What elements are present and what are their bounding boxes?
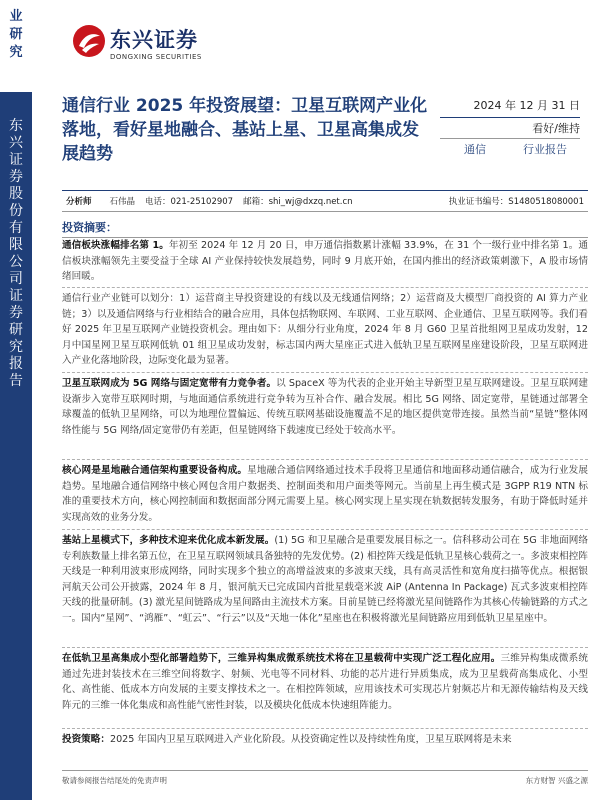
paragraph-1-lead: 通信板块涨幅排名第 1。 xyxy=(62,240,169,251)
report-meta xyxy=(440,97,580,157)
paragraph-4-lead: 核心网是星地融合通信架构重要设备构成。 xyxy=(62,465,248,476)
paragraph-5 xyxy=(62,533,588,627)
sidebar-tab-area xyxy=(0,0,32,88)
page-footer xyxy=(62,770,588,786)
left-sidebar xyxy=(0,0,32,800)
divider xyxy=(62,647,588,648)
paragraph-3-text: 以 SpaceX 等为代表的企业开始主导新型卫星互联网建设。卫星互联网建设渐步入宽带互联网时期，与地面通信系统进行竞争转为互补合作、融合发展。相比 5G 网络、固定宽带，星链通过部署全球覆盖的低轨卫星网络，可以为地理位置偏远、传统互联网基础设施覆盖不足的地区提供宽带连接。虽然当前“星链”整体网络性能与 5G 网络/固定宽带仍有差距，但星链网络下载速度已经处于较高水平。 xyxy=(62,378,588,436)
brand-name-en: DONGXING SECURITIES xyxy=(110,53,202,61)
dongxing-logo-icon xyxy=(72,24,106,58)
sidebar-tab-label: 业研究 xyxy=(9,9,23,60)
summary-heading: 投资摘要： xyxy=(62,219,588,238)
analyst-name: 石伟晶 xyxy=(109,197,136,207)
industry-tag: 通信 xyxy=(464,143,486,156)
paragraph-6-text: 三维异构集成微系统通过先进封装技术在三维空间将数字、射频、光电等不同材料、功能的芯片进行异质集成，成为卫星载荷高集成化、小型化、高性能、低成本方向发展的主要支撑技术之一。在相控阵领域，应用该技术可实现芯片射频芯片和无源传输结构及天线阵元的三维一体化集成和高性能气密性封装，以及模块化低成本快速组阵能力。 xyxy=(62,653,589,711)
paragraph-7-lead: 投资策略： xyxy=(62,734,110,745)
disclaimer-note: 敬请参阅报告结尾处的免责声明 xyxy=(62,776,167,785)
report-date: 2024 年 12 月 31 日 xyxy=(473,99,580,112)
analyst-label: 分析师 xyxy=(66,197,92,207)
analyst-phone: 电话：021-25102907 xyxy=(145,197,234,207)
brand-logo xyxy=(72,22,222,68)
brand-name-cn: 东兴证券 xyxy=(110,28,198,52)
paragraph-7 xyxy=(62,732,588,748)
report-type-tag: 行业报告 xyxy=(523,143,567,156)
paragraph-2 xyxy=(62,291,588,369)
paragraph-7-text: 2025 年国内卫星互联网进入产业化阶段。从投资确定性以及持续性角度，卫星互联网将是未来 xyxy=(109,734,512,745)
paragraph-5-text: (1) 5G 和卫星融合是重要发展目标之一。信科移动公司在 5G 非地面网络专利族数量上排名第五位，在卫星互联网领域具备独特的先发优势。(2) 相控阵天线是低轨卫星核心载荷之一。多波束相控阵天线是一种利用波束形成网络，同时实现多个独立的高增益波束的多波束天线，具有高灵活性和宽角度扫描等优点。根据银河航天公司公开披露，2024 年 8 月，银河航天已完成国内首批星载毫米波 AiP (Antenna In Package) 瓦式多波束相控阵天线的批量研制。(3) 激光星间链路成为星间路由主流技术方案。目前星链已经将激光星间链路作为其核心传输链路的方式之一。国内“星网”、“鸿雁”、“虹云”、“行云”以及“天地一体化”星座也在积极将激光星间链路应用到低轨卫星星座中。 xyxy=(62,535,589,624)
analyst-email[interactable]: 邮箱：shi_wj@dxzq.net.cn xyxy=(243,197,353,207)
paragraph-1 xyxy=(62,238,588,285)
report-title: 通信行业 2025 年投资展望：卫星互联网产业化落地，看好星地融合、基站上星、卫星高集成发展趋势 xyxy=(62,96,428,164)
divider xyxy=(62,372,588,373)
paragraph-4-text: 星地融合通信网络通过技术手段将卫星通信和地面移动通信融合，成为行业发展趋势。星地融合通信网络中核心网包含用户数据类、控制面类和用户面类等网元。当前星上再生模式是 3GPP R19 NTN 标准的重要技术方向，核心网控制面和数据面部分网元需要上星。核心网实现上星实现在轨数据转发服务，有助于降低时延并实现高效的业务分发。 xyxy=(62,465,589,523)
paragraph-6 xyxy=(62,651,588,713)
report-rating: 看好/维持 xyxy=(440,117,580,138)
divider xyxy=(62,529,588,530)
divider xyxy=(62,459,588,460)
sidebar-blue-band xyxy=(0,92,32,800)
divider xyxy=(62,287,588,288)
paragraph-2-text: 通信行业产业链可以划分：1）运营商主导投资建设的有线以及无线通信网络；2）运营商及大模型厂商投资的 AI 算力产业链；3）以及通信网络与行业相结合的融合应用，具体包括物联网、车联网、工业互联网、企业通信、卫星互联网等。我们看好 2025 年卫星互联网产业链投资机会。理由如下：从细分行业角度，2024 年 8 月 G60 卫星首批组网卫星成功发射，12 月中国星网卫星互联网低轨 01 组卫星成功发射，标志国内两大星座正式进入低轨卫星互联网星座建设阶段，卫星互联网进入产业化落地阶段，边际变化最为显著。 xyxy=(62,293,588,367)
paragraph-3-lead: 卫星互联网成为 5G 网络与固定宽带有力竞争者。 xyxy=(62,378,277,389)
report-tags xyxy=(440,138,580,157)
sidebar-vertical-text: 东兴证券股份有限公司证券研究报告 xyxy=(9,118,23,389)
paragraph-5-lead: 基站上星模式下，多种技术迎来优化成本新发展。 xyxy=(62,535,275,546)
paragraph-4 xyxy=(62,463,588,525)
analyst-certificate: 执业证书编号：S1480518080001 xyxy=(448,197,584,207)
footer-slogan: 东方财智 兴盛之源 xyxy=(525,776,588,785)
paragraph-3 xyxy=(62,376,588,438)
paragraph-6-lead: 在低轨卫星高集成小型化部署趋势下，三维异构集成微系统技术将在卫星载荷中实现广泛工程化应用。 xyxy=(62,653,501,664)
paragraph-1-text: 年初至 2024 年 12 月 20 日，申万通信指数累计涨幅 33.9%，在 31 个一级行业中排名第 1。通信板块涨幅领先主要受益于全球 AI 产业保持较快发展趋势，同时 9 月底开始，在国内推出的经济政策刺激下，A 股市场情绪回暖。 xyxy=(62,240,588,283)
analyst-info-bar xyxy=(62,190,588,212)
divider xyxy=(62,728,588,729)
